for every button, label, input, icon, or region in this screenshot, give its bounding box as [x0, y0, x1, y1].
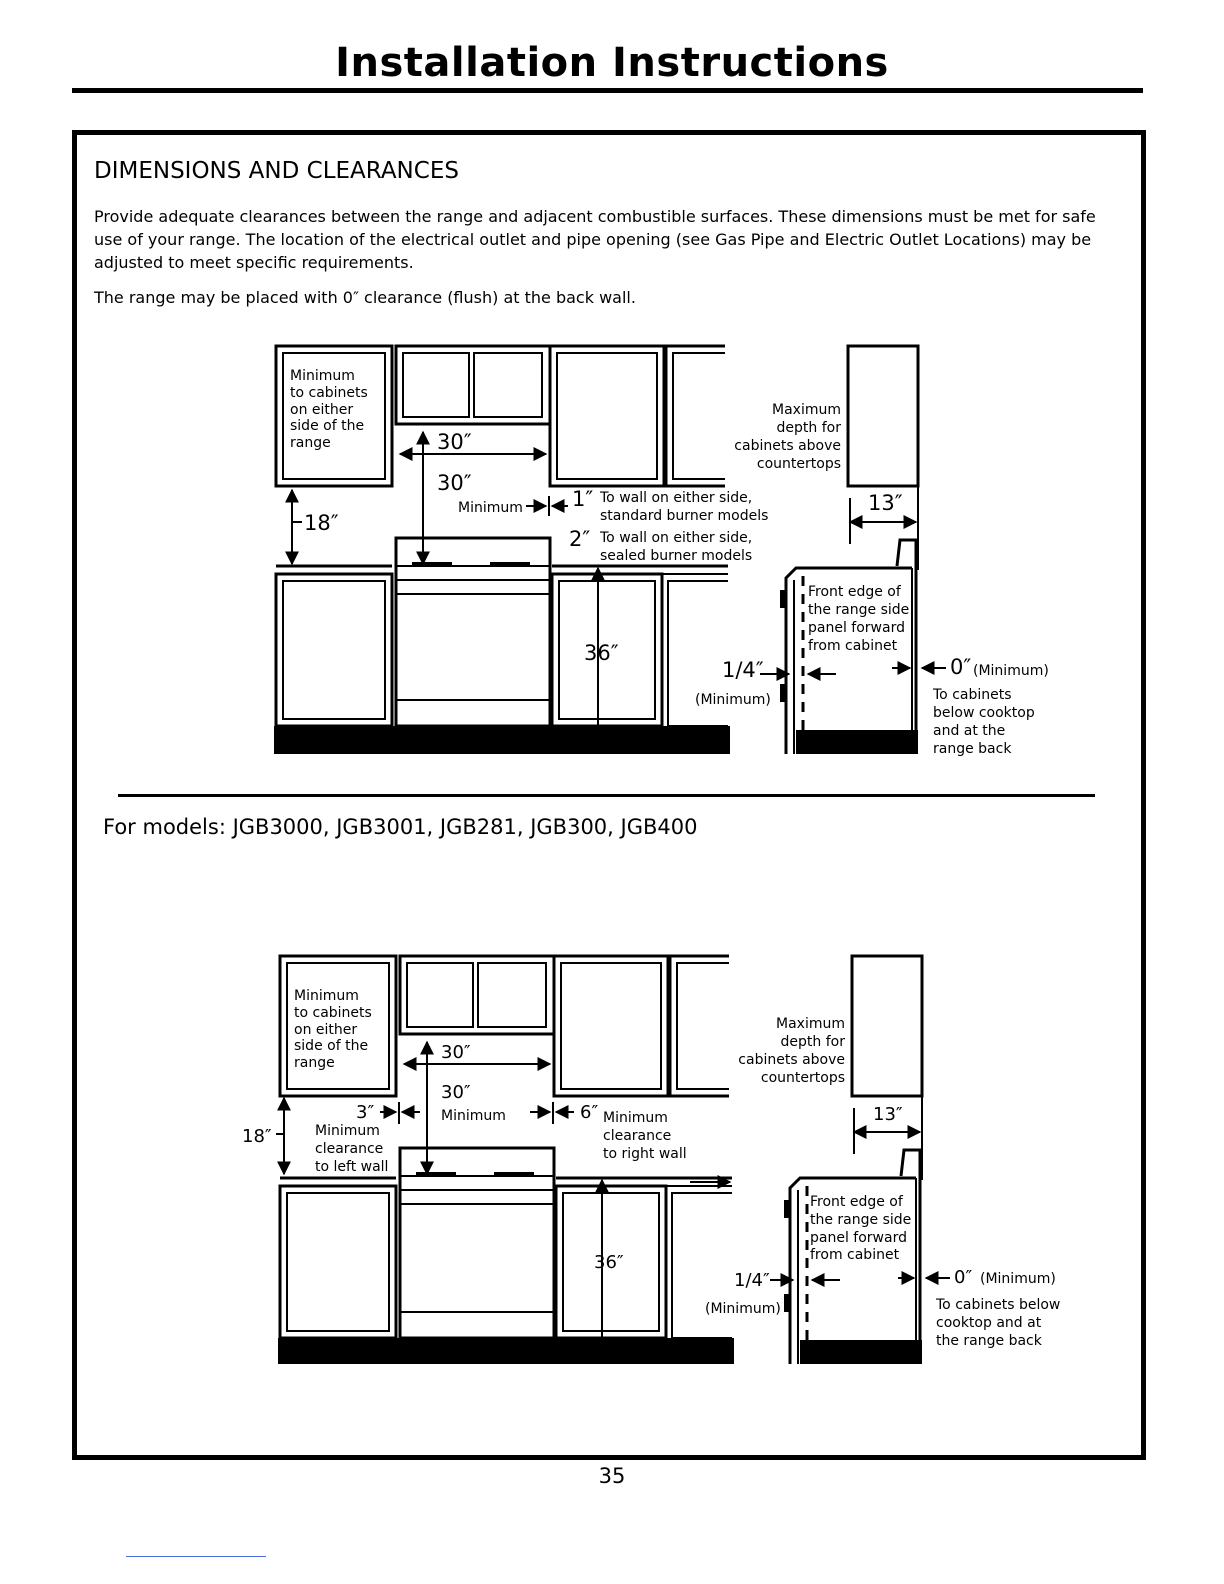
clearance-2in-note: sealed burner models [600, 548, 753, 564]
back-note-line: range back [933, 741, 1012, 757]
right-clearance-note: clearance [603, 1128, 672, 1144]
left-clearance-note: clearance [315, 1141, 384, 1157]
clearance-1in-note: To wall on either side, [600, 490, 753, 506]
height-36-dimension: 36″ [584, 641, 619, 665]
back-note-line: To cabinets [933, 687, 1012, 703]
intro-paragraph: Provide adequate clearances between the range and adjacent combustible surfaces. These dimensions must be met for safe use of your range. The location of the electrical outlet and pipe opening (see Gas Pipe and Electric Outlet Locations) may be adjusted to meet specific requirements. [94, 207, 1096, 272]
depth-note-line: depth for [776, 420, 841, 436]
minimum-label: Minimum [441, 1108, 506, 1124]
minimum-label: Minimum [458, 500, 523, 516]
front-edge-note: the range side [808, 602, 910, 618]
range-knob [784, 1294, 790, 1312]
back-note-line: the range back [936, 1333, 1042, 1349]
right-clearance-note: to right wall [603, 1146, 687, 1162]
clearance-2in-note: To wall on either side, [600, 530, 753, 546]
models-line: For models: JGB3000, JGB3001, JGB281, JGB300, JGB400 [103, 815, 698, 839]
back-note-line: and at the [933, 723, 1006, 739]
height-18-dimension: 18″ [304, 511, 339, 535]
cabinet-note-line: to cabinets [294, 1005, 372, 1021]
left-clearance-note: Minimum [315, 1123, 380, 1139]
height-18-dimension: 18″ [242, 1126, 272, 1147]
front-edge-note: panel forward [810, 1230, 907, 1246]
toe-kick [274, 726, 730, 754]
depth-note-line: depth for [780, 1034, 845, 1050]
depth-note-line: Maximum [776, 1016, 845, 1032]
page-title: Installation Instructions [335, 40, 889, 86]
depth-note-line: cabinets above [734, 438, 841, 454]
cabinet-note-line: range [294, 1055, 335, 1071]
zero-clearance-dimension: 0″ [950, 655, 972, 679]
section-divider [118, 794, 1095, 797]
cabinet-note-line: on either [290, 402, 354, 418]
range-burner [416, 1172, 456, 1177]
front-edge-note: panel forward [808, 620, 905, 636]
range-burner [494, 1172, 534, 1177]
front-edge-note: the range side [810, 1212, 912, 1228]
front-edge-note: from cabinet [808, 638, 898, 654]
range-burner [490, 562, 530, 567]
quarter-inch-dimension: 1/4″ [722, 658, 764, 682]
flush-note: The range may be placed with 0″ clearance (flush) at the back wall. [94, 288, 636, 307]
clearance-6in: 6″ [580, 1102, 599, 1123]
width-dimension-top: 30″ [437, 430, 472, 454]
zero-clearance-minimum: (Minimum) [973, 663, 1049, 679]
right-clearance-note: Minimum [603, 1110, 668, 1126]
depth-note-line: countertops [760, 1070, 845, 1086]
side-toe-kick [796, 730, 918, 754]
cabinet-note-line: to cabinets [290, 385, 368, 401]
clearance-1in-note: standard burner models [600, 508, 769, 524]
range-knob [780, 684, 786, 702]
section-heading: DIMENSIONS AND CLEARANCES [94, 158, 459, 184]
left-clearance-note: to left wall [315, 1159, 389, 1175]
cabinet-note-line: Minimum [290, 368, 355, 384]
clearance-2in: 2″ [569, 527, 591, 551]
toe-kick [278, 1338, 734, 1364]
cabinet-note-line: on either [294, 1022, 358, 1038]
depth-note-line: countertops [756, 456, 841, 472]
width-dimension-top: 30″ [441, 1042, 471, 1063]
front-edge-note: from cabinet [810, 1247, 900, 1263]
clearance-1in: 1″ [572, 487, 594, 511]
quarter-inch-minimum: (Minimum) [705, 1301, 781, 1317]
front-edge-note: Front edge of [810, 1194, 903, 1210]
back-note-line: below cooktop [933, 705, 1035, 721]
range-knob [780, 590, 786, 608]
range-knob [784, 1200, 790, 1218]
cabinet-note-line: range [290, 435, 331, 451]
back-note-line: To cabinets below [936, 1297, 1061, 1313]
footer-link-underline[interactable] [126, 1556, 266, 1557]
height-36-dimension: 36″ [594, 1252, 624, 1273]
width-dimension-bottom: 30″ [437, 471, 472, 495]
quarter-inch-dimension: 1/4″ [734, 1270, 770, 1291]
zero-clearance-dimension: 0″ [954, 1267, 973, 1288]
quarter-inch-minimum: (Minimum) [695, 692, 771, 708]
cabinet-note-line: side of the [294, 1038, 369, 1054]
back-note-line: cooktop and at [936, 1315, 1042, 1331]
cabinet-note-line: side of the [290, 418, 365, 434]
page-number: 35 [598, 1464, 626, 1488]
width-dimension-bottom: 30″ [441, 1082, 471, 1103]
depth-note-line: cabinets above [738, 1052, 845, 1068]
range-burner [412, 562, 452, 567]
depth-13-dimension: 13″ [868, 491, 903, 515]
front-edge-note: Front edge of [808, 584, 901, 600]
zero-clearance-minimum: (Minimum) [980, 1271, 1056, 1287]
depth-note-line: Maximum [772, 402, 841, 418]
depth-13-dimension: 13″ [873, 1104, 903, 1125]
cabinet-note-line: Minimum [294, 988, 359, 1004]
clearance-3in: 3″ [356, 1102, 375, 1123]
side-toe-kick [800, 1340, 922, 1364]
